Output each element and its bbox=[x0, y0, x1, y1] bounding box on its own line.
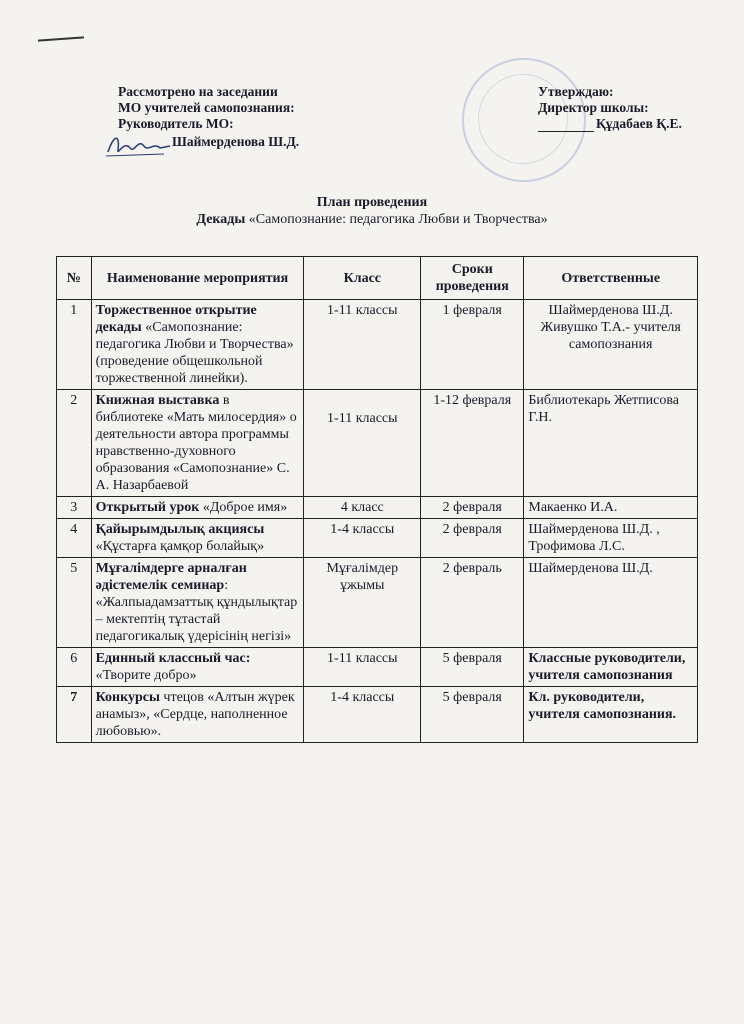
signature-blank-line bbox=[538, 131, 594, 132]
left-signer-name: Шаймерденова Ш.Д. bbox=[172, 134, 300, 149]
row-class: Мұғалімдер ұжымы bbox=[304, 558, 421, 648]
row-number: 2 bbox=[57, 390, 92, 497]
table-row bbox=[57, 300, 698, 390]
row-date: 5 февраля bbox=[421, 687, 524, 743]
table-header-row bbox=[57, 257, 698, 300]
row-number: 4 bbox=[57, 519, 92, 558]
row-event bbox=[91, 648, 304, 687]
row-class: 1-11 классы bbox=[304, 390, 421, 497]
column-header-event: Наименование мероприятия bbox=[91, 257, 304, 300]
scan-artifact-line bbox=[38, 36, 84, 41]
row-number: 1 bbox=[57, 300, 92, 390]
row-date: 1 февраля bbox=[421, 300, 524, 390]
document-title bbox=[0, 194, 744, 228]
event-rest: в библиотеке «Мать милосердия» о деятельности автора программы нравственно-духовного образования «Самопознание» С. А. Назарбаевой bbox=[95, 393, 297, 493]
column-header-num: № bbox=[57, 257, 92, 300]
row-date: 2 февраль bbox=[421, 558, 524, 648]
row-responsible: Шаймерденова Ш.Д. , Трофимова Л.С. bbox=[524, 519, 698, 558]
row-class: 1-4 классы bbox=[304, 687, 421, 743]
title-line-1: План проведения bbox=[316, 195, 428, 210]
row-responsible: Макаенко И.А. bbox=[524, 497, 698, 519]
row-number: 7 bbox=[57, 687, 92, 743]
row-responsible: Классные руководители, учителя самопознания bbox=[524, 648, 698, 687]
row-event bbox=[91, 390, 304, 497]
signature-icon bbox=[104, 130, 174, 160]
title-line-2-bold: Декады bbox=[196, 212, 246, 227]
table-row bbox=[57, 519, 698, 558]
right-signer-name: Құдабаев Қ.Е. bbox=[596, 116, 682, 131]
event-bold: Единный классный час: bbox=[95, 651, 251, 666]
column-header-date: Сроки проведения bbox=[421, 257, 524, 300]
row-date: 2 февраля bbox=[421, 519, 524, 558]
row-number: 3 bbox=[57, 497, 92, 519]
row-date: 5 февраля bbox=[421, 648, 524, 687]
event-rest: «Самопознание: педагогика Любви и Творчества» (проведение общешкольной торжественной линейки). bbox=[95, 320, 294, 386]
row-responsible: Библиотекарь Жетписова Г.Н. bbox=[524, 390, 698, 497]
event-rest: чтецов «Алтын жүрек анамыз», «Сердце, наполненное любовью». bbox=[95, 690, 295, 739]
events-table bbox=[56, 256, 698, 743]
row-event bbox=[91, 519, 304, 558]
header-left-line-2: МО учителей самопознания: bbox=[118, 100, 295, 115]
row-responsible: Шаймерденова Ш.Д. Живушко Т.А.- учителя самопознания bbox=[524, 300, 698, 390]
event-rest: «Доброе имя» bbox=[199, 500, 288, 515]
event-bold: Қайырымдылық акциясы bbox=[95, 522, 265, 537]
event-bold: Мұғалімдерге арналған әдістемелік семинар bbox=[95, 561, 247, 593]
event-rest: «Творите добро» bbox=[95, 668, 197, 683]
row-date: 1-12 февраля bbox=[421, 390, 524, 497]
event-bold: Торжественное открытие декады bbox=[95, 303, 257, 335]
right-signer-line bbox=[538, 116, 682, 132]
row-event bbox=[91, 687, 304, 743]
title-line-2 bbox=[0, 211, 744, 228]
event-bold: Книжная выставка bbox=[95, 393, 220, 408]
event-bold: Конкурсы bbox=[95, 690, 160, 705]
row-date: 2 февраля bbox=[421, 497, 524, 519]
event-rest: : «Жалпыадамзаттық құндылықтар – мектептің тұтастай педагогикалық үдерісінің негізі» bbox=[95, 578, 298, 644]
row-number: 5 bbox=[57, 558, 92, 648]
row-event bbox=[91, 497, 304, 519]
row-class: 1-4 классы bbox=[304, 519, 421, 558]
row-event bbox=[91, 558, 304, 648]
row-class: 4 класс bbox=[304, 497, 421, 519]
table-row bbox=[57, 558, 698, 648]
row-responsible: Кл. руководители, учителя самопознания. bbox=[524, 687, 698, 743]
table-row bbox=[57, 390, 698, 497]
header-left-line-1: Рассмотрено на заседании bbox=[118, 84, 278, 99]
header-reviewed-block bbox=[118, 84, 295, 132]
column-header-class: Класс bbox=[304, 257, 421, 300]
row-event bbox=[91, 300, 304, 390]
event-bold: Открытый урок bbox=[95, 500, 200, 515]
event-rest: «Құстарға қамқор болайық» bbox=[95, 539, 265, 554]
row-number: 6 bbox=[57, 648, 92, 687]
row-responsible: Шаймерденова Ш.Д. bbox=[524, 558, 698, 648]
table-row bbox=[57, 687, 698, 743]
column-header-responsible: Ответственные bbox=[524, 257, 698, 300]
table-row bbox=[57, 648, 698, 687]
header-right-line-1: Утверждаю: bbox=[538, 84, 614, 99]
title-line-2-rest: «Самопознание: педагогика Любви и Творчества» bbox=[245, 212, 548, 227]
row-class: 1-11 классы bbox=[304, 648, 421, 687]
header-right-line-2: Директор школы: bbox=[538, 100, 649, 115]
header-left-line-3: Руководитель МО: bbox=[118, 116, 234, 131]
header-approved-block bbox=[538, 84, 682, 132]
table-row bbox=[57, 497, 698, 519]
row-class: 1-11 классы bbox=[304, 300, 421, 390]
